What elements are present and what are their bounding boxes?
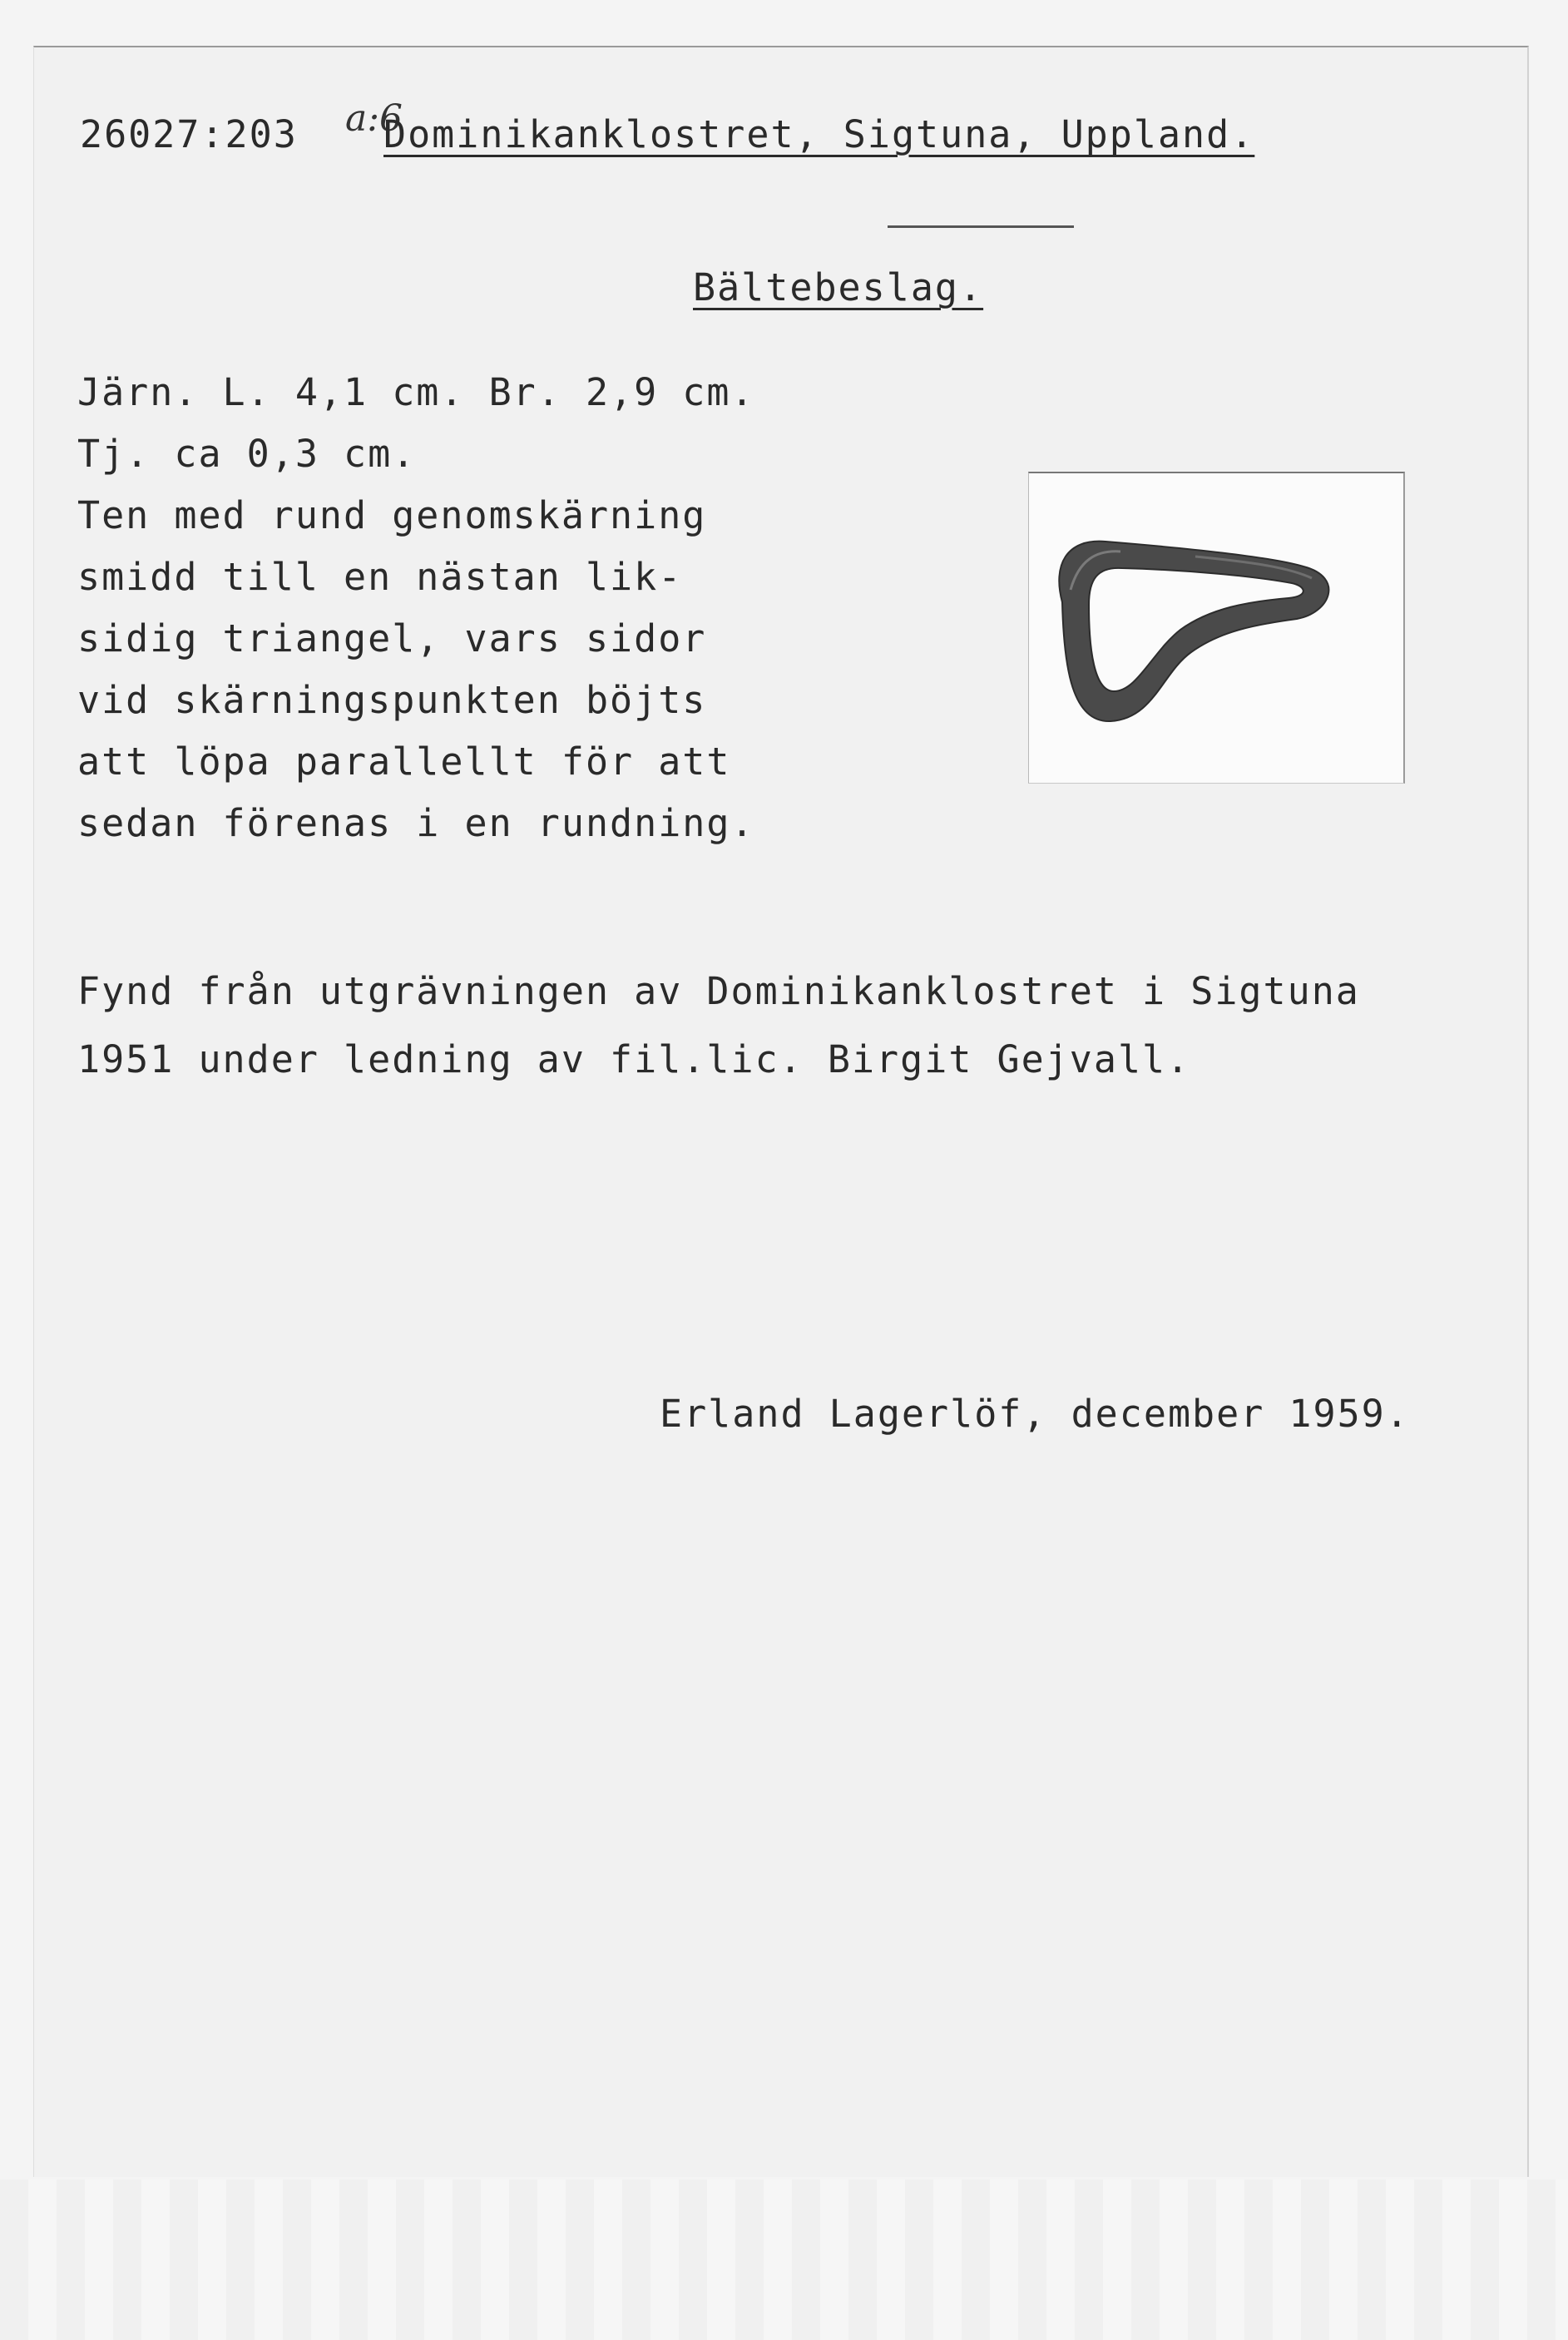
find-line: 1951 under ledning av fil.lic. Birgit Gejvall. bbox=[77, 1037, 1191, 1081]
catalog-number: 26027:203 bbox=[80, 112, 298, 156]
underline-rule bbox=[888, 225, 1074, 228]
description-line: Järn. L. 4,1 cm. Br. 2,9 cm. bbox=[77, 370, 755, 414]
handwritten-mark: a:6 bbox=[345, 97, 403, 140]
description-line: vid skärningspunkten böjts bbox=[77, 678, 707, 722]
description-line: Ten med rund genomskärning bbox=[77, 493, 707, 537]
description-line: smidd till en nästan lik- bbox=[77, 555, 683, 599]
description-line: sidig triangel, vars sidor bbox=[77, 616, 707, 660]
site-heading: Dominikanklostret, Sigtuna, Uppland. bbox=[383, 112, 1255, 156]
scan-margin bbox=[0, 2179, 1568, 2340]
description-line: Tj. ca 0,3 cm. bbox=[77, 432, 417, 476]
find-line: Fynd från utgrävningen av Dominikanklostret i Sigtuna bbox=[77, 969, 1360, 1013]
object-photo bbox=[1028, 472, 1405, 784]
catalog-card bbox=[33, 46, 1529, 2177]
iron-belt-fitting-icon bbox=[1029, 473, 1403, 783]
description-line: sedan förenas i en rundning. bbox=[77, 801, 755, 845]
object-title: Bältebeslag. bbox=[693, 265, 984, 309]
description-line: att löpa parallellt för att bbox=[77, 740, 731, 784]
signature: Erland Lagerlöf, december 1959. bbox=[660, 1392, 1410, 1436]
